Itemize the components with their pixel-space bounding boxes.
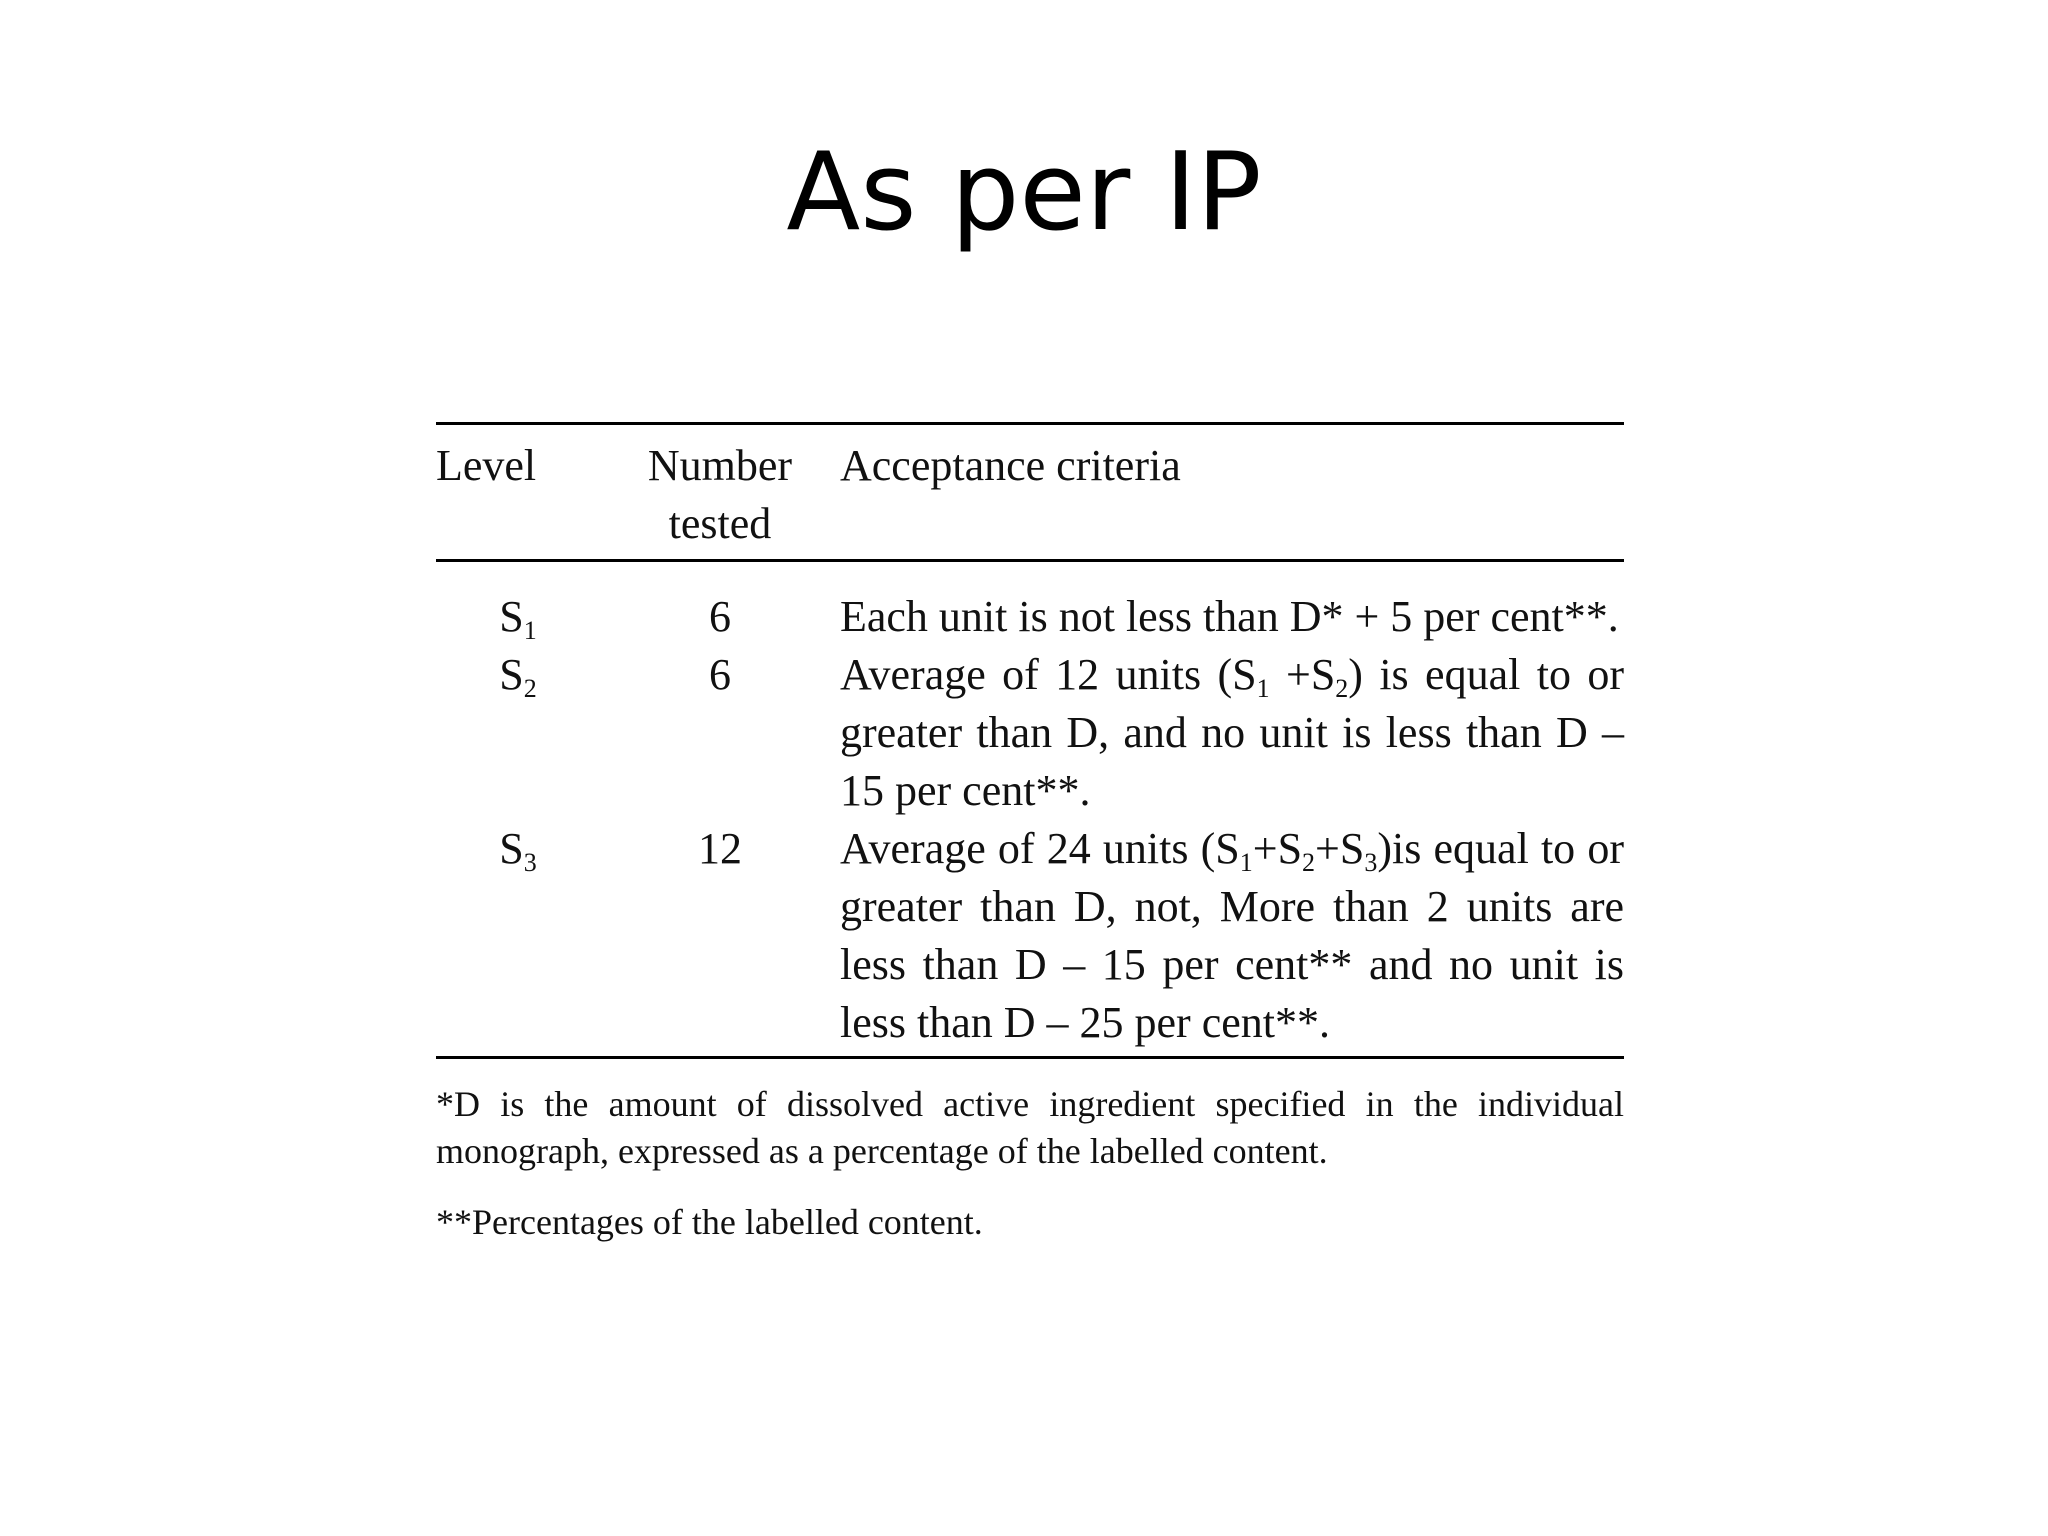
criteria-text: ) is equal to or greater than D, and no unit is less than D –15 per cent**. [840,650,1624,815]
table-row [436,820,1624,1058]
header-level: Level [436,441,537,490]
level-subscript: 3 [523,848,537,877]
footnote-d-definition: *D is the amount of dissolved active ingredient specified in the individual monograph, expressed as a percentage of the labelled content. [436,1084,1624,1171]
criteria-subscript: 2 [1335,674,1349,703]
header-acceptance-criteria: Acceptance criteria [840,441,1181,490]
criteria-subscript: 3 [1364,848,1378,877]
criteria-text: +S [1269,650,1336,699]
level-cell [436,646,600,820]
footnote-percentages: **Percentages of the labelled content. [436,1202,983,1242]
number-tested-cell: 6 [709,592,731,641]
acceptance-table-block [436,422,1624,1270]
criteria-cell [840,646,1624,820]
level-letter: S [499,824,524,873]
level-letter: S [499,650,524,699]
criteria-text: Average of 24 units (S [840,824,1240,873]
criteria-text: +S [1252,824,1303,873]
header-number-line1: Number [647,441,793,490]
level-letter: S [499,592,524,641]
criteria-subscript: 1 [1239,848,1253,877]
criteria-subscript: 2 [1302,848,1316,877]
header-number-line2: tested [668,499,772,548]
level-cell [436,561,600,647]
level-subscript: 1 [523,616,537,645]
criteria-cell [840,820,1624,1058]
criteria-text: +S [1315,824,1365,873]
footnotes [436,1081,1624,1246]
criteria-text: )is equal to or greater than D, not, More than 2 units are less than D – 15 per cent** and no unit is less than D – 25 per cent**. [840,824,1624,1047]
criteria-text: Average of 12 units (S [840,650,1257,699]
level-cell [436,820,600,1058]
criteria-subscript: 1 [1256,674,1270,703]
level-subscript: 2 [523,674,537,703]
acceptance-criteria-table [436,422,1624,1059]
table-row [436,561,1624,647]
table-header-row [436,424,1624,561]
number-tested-cell: 6 [709,650,731,699]
slide-title: As per IP [786,130,1262,255]
number-tested-cell: 12 [698,824,742,873]
table-row [436,646,1624,820]
header-number-tested [600,424,840,561]
criteria-cell: Each unit is not less than D* + 5 per cent**. [840,592,1619,641]
